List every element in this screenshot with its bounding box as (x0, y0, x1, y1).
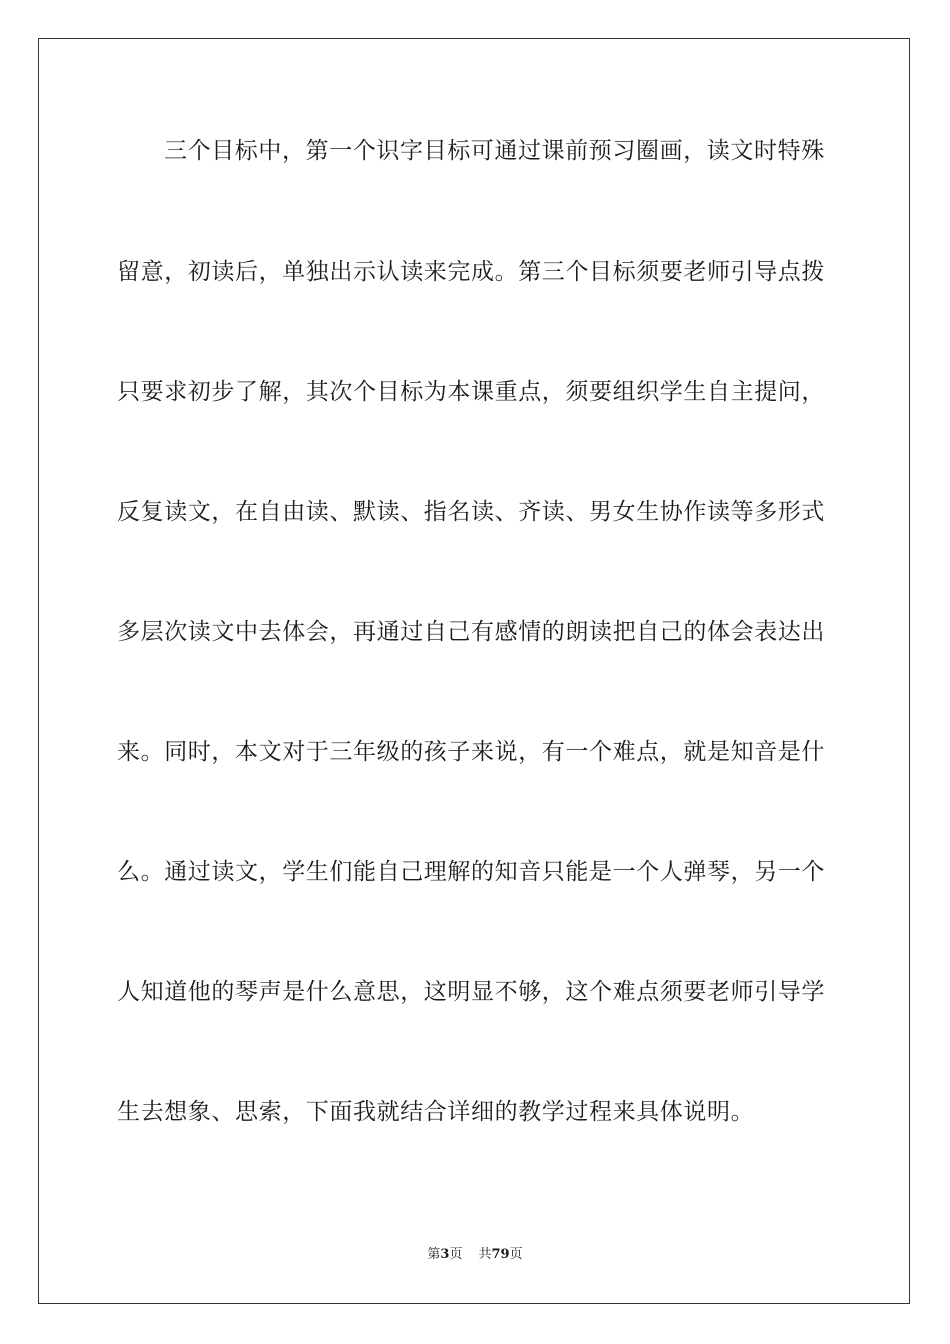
body-text-line: 人知道他的琴声是什么意思，这明显不够，这个难点须要老师引导学 (117, 979, 825, 1005)
body-text-line: 来。同时，本文对于三年级的孩子来说，有一个难点，就是知音是什 (117, 739, 825, 765)
page-number: 3 (440, 1247, 450, 1262)
page-number-suffix: 页 (449, 1247, 463, 1262)
page-number-prefix: 第 (427, 1247, 441, 1262)
page-footer (0, 1246, 950, 1264)
body-text-line: 么。通过读文，学生们能自己理解的知音只能是一个人弹琴，另一个 (117, 859, 825, 885)
body-text-line: 留意，初读后，单独出示认读来完成。第三个目标须要老师引导点拨 (117, 259, 825, 285)
total-pages: 79 (491, 1247, 510, 1262)
body-text-line: 生去想象、思索，下面我就结合详细的教学过程来具体说明。 (117, 1099, 755, 1125)
total-pages-prefix: 共 (478, 1247, 492, 1262)
body-text-line: 反复读文，在自由读、默读、指名读、齐读、男女生协作读等多形式 (117, 499, 825, 525)
total-pages-suffix: 页 (509, 1247, 523, 1262)
body-text-line: 三个目标中，第一个识字目标可通过课前预习圈画，读文时特殊 (164, 138, 825, 164)
body-text-line: 多层次读文中去体会，再通过自己有感情的朗读把自己的体会表达出 (117, 619, 825, 645)
body-text-line: 只要求初步了解，其次个目标为本课重点，须要组织学生自主提问， (117, 379, 825, 405)
